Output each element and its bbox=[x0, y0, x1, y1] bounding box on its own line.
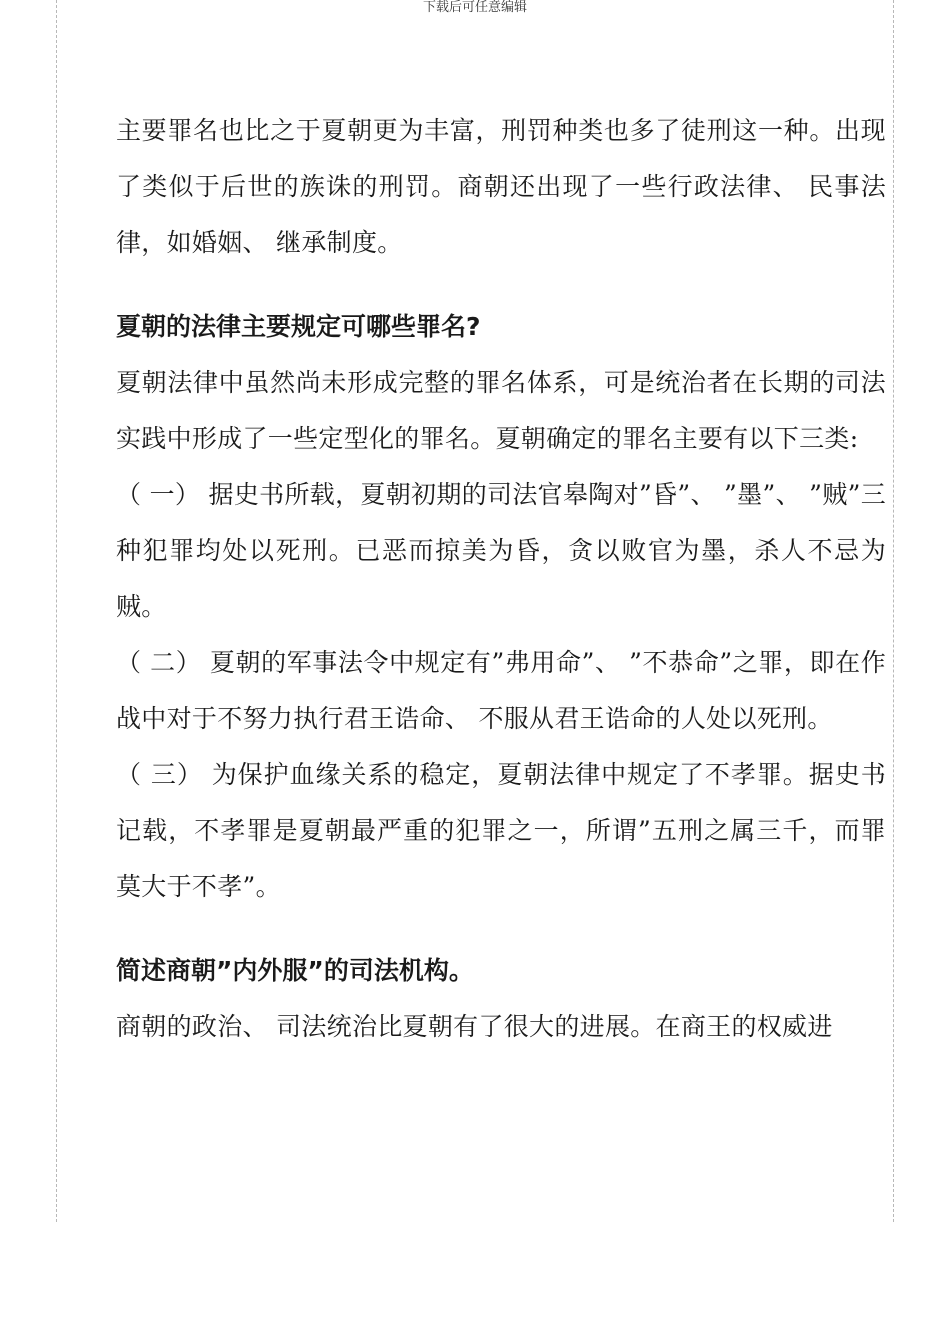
right-margin-guide bbox=[893, 0, 894, 1222]
left-margin-guide bbox=[56, 0, 57, 1222]
paragraph-shang-intro: 商朝的政治、 司法统治比夏朝有了很大的进展。在商王的权威进 bbox=[116, 1012, 833, 1041]
page-header-note: 下载后可任意编辑 bbox=[422, 0, 527, 15]
heading-xia-crimes: 夏朝的法律主要规定可哪些罪名? bbox=[116, 312, 481, 341]
paragraph-intro: 主要罪名也比之于夏朝更为丰富，刑罚种类也多了徒刑这一种。出现了类似于后世的族诛的刑罚。商朝还出现了一些行政法律、 民事法律，如婚姻、 继承制度。 bbox=[116, 116, 886, 257]
section-gap bbox=[116, 915, 886, 943]
paragraph-xia-overview: 夏朝法律中虽然尚未形成完整的罪名体系，可是统治者在长期的司法实践中形成了一些定型化的罪名。夏朝确定的罪名主要有以下三类: bbox=[116, 368, 886, 453]
heading-shang-judiciary: 简述商朝”内外服”的司法机构。 bbox=[116, 956, 474, 985]
document-body bbox=[116, 103, 886, 1055]
paragraph-item-three: （ 三） 为保护血缘关系的稳定，夏朝法律中规定了不孝罪。据史书记载，不孝罪是夏朝最严重的犯罪之一，所谓”五刑之属三千，而罪莫大于不孝”。 bbox=[116, 760, 886, 901]
paragraph-item-two: （ 二） 夏朝的军事法令中规定有”弗用命”、 ”不恭命”之罪，即在作战中对于不努力执行君王诰命、 不服从君王诰命的人处以死刑。 bbox=[116, 648, 886, 733]
paragraph-item-one: （ 一） 据史书所载，夏朝初期的司法官皋陶对”昏”、 ”墨”、 ”贼”三种犯罪均处以死刑。已恶而掠美为昏，贪以败官为墨，杀人不忌为贼。 bbox=[116, 480, 886, 621]
section-gap bbox=[116, 271, 886, 299]
